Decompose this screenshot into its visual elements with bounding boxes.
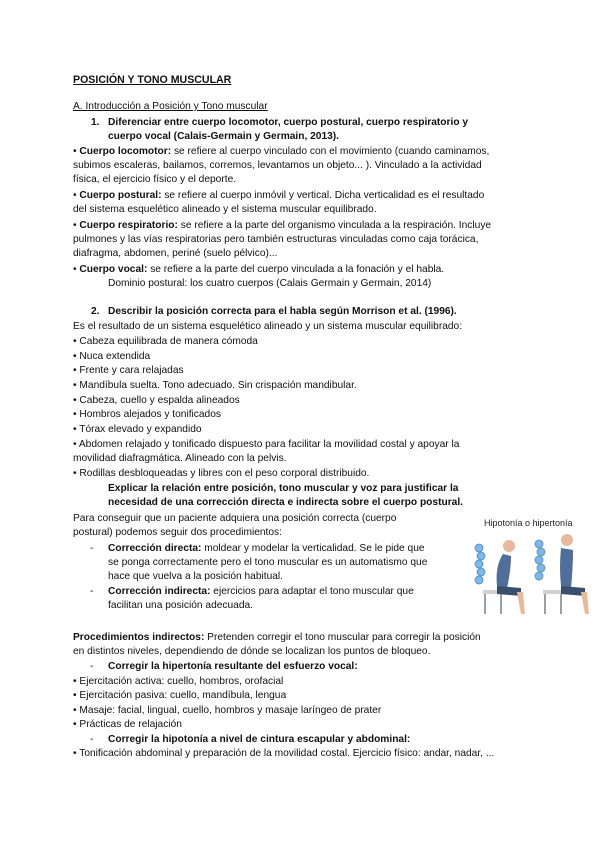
- bullet: •: [73, 190, 77, 201]
- list-item-text: Ejercitación activa: cuello, hombros, orofacial: [79, 676, 284, 687]
- list-item: [73, 748, 494, 760]
- list-item: [73, 468, 369, 480]
- q1-number: 1.: [91, 117, 100, 128]
- list-item: [73, 365, 184, 377]
- proc-indirectos-item: [73, 632, 481, 644]
- q1-line-2: cuerpo vocal (Calais-Germain y Germain, 2013).: [108, 131, 340, 142]
- list-item: [73, 705, 381, 717]
- shin-right: [581, 592, 589, 614]
- bullet: •: [73, 719, 77, 730]
- q1-line-1: Diferenciar entre cuerpo locomotor, cuerpo postural, cuerpo respiratorio y: [108, 117, 469, 128]
- abdomen-continuation: movilidad diafragmática. Alineado con la pelvis.: [73, 453, 287, 464]
- bullet: •: [73, 264, 77, 275]
- list-item-text: Frente y cara relajadas: [79, 365, 184, 376]
- vocal-text-1: se refiere a la parte del cuerpo vinculada a la fonación y el habla.: [147, 264, 445, 275]
- dash: -: [90, 661, 94, 672]
- q2-line-1: Describir la posición correcta para el habla según Morrison et al. (1996).: [108, 306, 457, 317]
- bullet: •: [73, 365, 77, 376]
- locomotor-item: [73, 146, 489, 158]
- list-item-text: Tonificación abdominal y preparación de la movilidad costal. Ejercicio físico: andar, nadar, ...: [79, 748, 495, 759]
- q3-line-1: Explicar la relación entre posición, tono muscular y voz para justificar la: [108, 483, 459, 494]
- bullet: •: [73, 690, 77, 701]
- bullet: •: [73, 380, 77, 391]
- respiratorio-text-2: pulmones y las vías respiratorias pero también estructuras vinculadas como caja torácica,: [73, 234, 479, 245]
- list-item-text: Cabeza equilibrada de manera cómoda: [79, 336, 258, 347]
- q3-line-2: necesidad de una corrección directa e indirecta sobre el cuerpo postural.: [108, 497, 463, 508]
- locomotor-text-1: se refiere al cuerpo vinculado con el movimiento (cuando caminamos,: [171, 146, 490, 157]
- locomotor-text-3: física, el ejercicio físico y el deporte.: [73, 174, 237, 185]
- bullet: •: [73, 351, 77, 362]
- bullet: •: [73, 705, 77, 716]
- postural-text-1: se refiere al cuerpo inmóvil y vertical. Dicha verticalidad es el resultado: [161, 190, 485, 201]
- indirecta-text-1: ejercicios para adaptar el tono muscular que: [210, 586, 414, 597]
- list-item: [73, 380, 357, 392]
- postural-text-2: del sistema esquelético alineado y el sistema muscular equilibrado.: [73, 204, 377, 215]
- q2-intro: Es el resultado de un sistema esquelético alineado y un sistema muscular equilibrado:: [73, 321, 463, 332]
- q3-intro-2: postural) podemos seguir dos procedimientos:: [73, 527, 282, 538]
- list-item: [73, 351, 150, 363]
- bullet: •: [73, 468, 77, 479]
- shin-left: [517, 592, 525, 614]
- list-item-text: Masaje: facial, lingual, cuello, hombros y masaje laríngeo de prater: [79, 705, 382, 716]
- list-item-text: Tórax elevado y expandido: [79, 424, 202, 435]
- list-item-text: Rodillas desbloqueadas y libres con el peso corporal distribuido.: [79, 468, 370, 479]
- locomotor-label: Cuerpo locomotor:: [79, 146, 172, 157]
- list-item: [73, 395, 240, 407]
- list-item-text: Nuca extendida: [79, 351, 151, 362]
- list-item: [73, 439, 459, 451]
- respiratorio-text-1: se refiere a la parte del organismo vinculada a la respiración. Incluye: [177, 220, 492, 231]
- list-item-text: Ejercitación pasiva: cuello, mandíbula, lengua: [79, 690, 287, 701]
- bullet: •: [73, 146, 77, 157]
- spine-beads-left: [475, 544, 485, 584]
- indirecta-item: [108, 586, 414, 598]
- dash: -: [90, 734, 94, 745]
- list-item-text: Hombros alejados y tonificados: [79, 409, 221, 420]
- locomotor-text-2: subimos escaleras, bailamos, corremos, levantamos un objeto... ). Vinculado a la actividad: [73, 160, 482, 171]
- bullet: •: [73, 336, 77, 347]
- vocal-item: [73, 264, 444, 276]
- chair-seat-right: [543, 590, 563, 594]
- figure-caption: Hipotonía o hipertonía: [484, 518, 573, 528]
- page-title: POSICIÓN Y TONO MUSCULAR: [73, 74, 232, 86]
- list-item: [73, 336, 258, 348]
- torso-right: [560, 548, 573, 588]
- directa-text-3: hace que vuelva a la posición habitual.: [108, 571, 284, 582]
- dash: -: [90, 543, 94, 554]
- list-item: [73, 719, 182, 731]
- list-item-text: Abdomen relajado y tonificado dispuesto para facilitar la movilidad costal y apoyar la: [78, 439, 460, 450]
- proc-indirectos-text-2: en distintos niveles, dependiendo de dónde se localizan los puntos de bloqueo.: [73, 646, 431, 657]
- list-item: [73, 690, 286, 702]
- directa-text-1: moldear y modelar la verticalidad. Se le pide que: [201, 543, 425, 554]
- list-item: [73, 409, 221, 421]
- postural-item: [73, 190, 484, 202]
- hipotonia-heading: Corregir la hipotonía a nivel de cintura escapular y abdominal:: [108, 734, 411, 745]
- bullet: •: [73, 676, 77, 687]
- bullet: •: [73, 439, 77, 450]
- section-a-heading: A. Introducción a Posición y Tono muscular: [73, 101, 268, 112]
- thigh-right: [561, 586, 585, 596]
- bullet: •: [73, 409, 77, 420]
- proc-indirectos-text-1: Pretenden corregir el tono muscular para corregir la posición: [204, 632, 481, 643]
- respiratorio-item: [73, 220, 491, 232]
- list-item-text: Cabeza, cuello y espalda alineados: [79, 395, 240, 406]
- hipertonia-heading: Corregir la hipertonía resultante del esfuerzo vocal:: [108, 661, 358, 672]
- q3-intro-1: Para conseguir que un paciente adquiera una posición correcta (cuerpo: [73, 513, 397, 524]
- q2-number: 2.: [91, 306, 100, 317]
- indirecta-label: Corrección indirecta:: [108, 586, 211, 597]
- respiratorio-text-3: diafragma, abdomen, periné (suelo pélvico)...: [73, 248, 278, 259]
- torso-left: [497, 554, 511, 588]
- bullet: •: [73, 748, 77, 759]
- head-left: [503, 540, 515, 552]
- dominio-postural-line: Dominio postural: los cuatro cuerpos (Calais Germain y Germain, 2014): [108, 278, 432, 289]
- bullet: •: [73, 424, 77, 435]
- postural-label: Cuerpo postural:: [79, 190, 162, 201]
- list-item: [73, 676, 283, 688]
- proc-indirectos-label: Procedimientos indirectos:: [73, 632, 205, 643]
- head-right: [561, 534, 573, 546]
- directa-item: [108, 543, 425, 555]
- indirecta-text-2: facilitan una posición adecuada.: [108, 600, 253, 611]
- dash: -: [90, 586, 94, 597]
- spine-beads-right: [535, 540, 545, 580]
- list-item-text: Prácticas de relajación: [79, 719, 182, 730]
- respiratorio-label: Cuerpo respiratorio:: [79, 220, 178, 231]
- bullet: •: [73, 395, 77, 406]
- list-item-text: Mandíbula suelta. Tono adecuado. Sin crispación mandibular.: [79, 380, 357, 391]
- posture-illustration: [467, 518, 595, 618]
- directa-text-2: se ponga correctamente pero el tono muscular es un automatismo que: [108, 557, 428, 568]
- list-item: [73, 424, 202, 436]
- vocal-label: Cuerpo vocal:: [79, 264, 148, 275]
- bullet: •: [73, 220, 77, 231]
- directa-label: Corrección directa:: [108, 543, 202, 554]
